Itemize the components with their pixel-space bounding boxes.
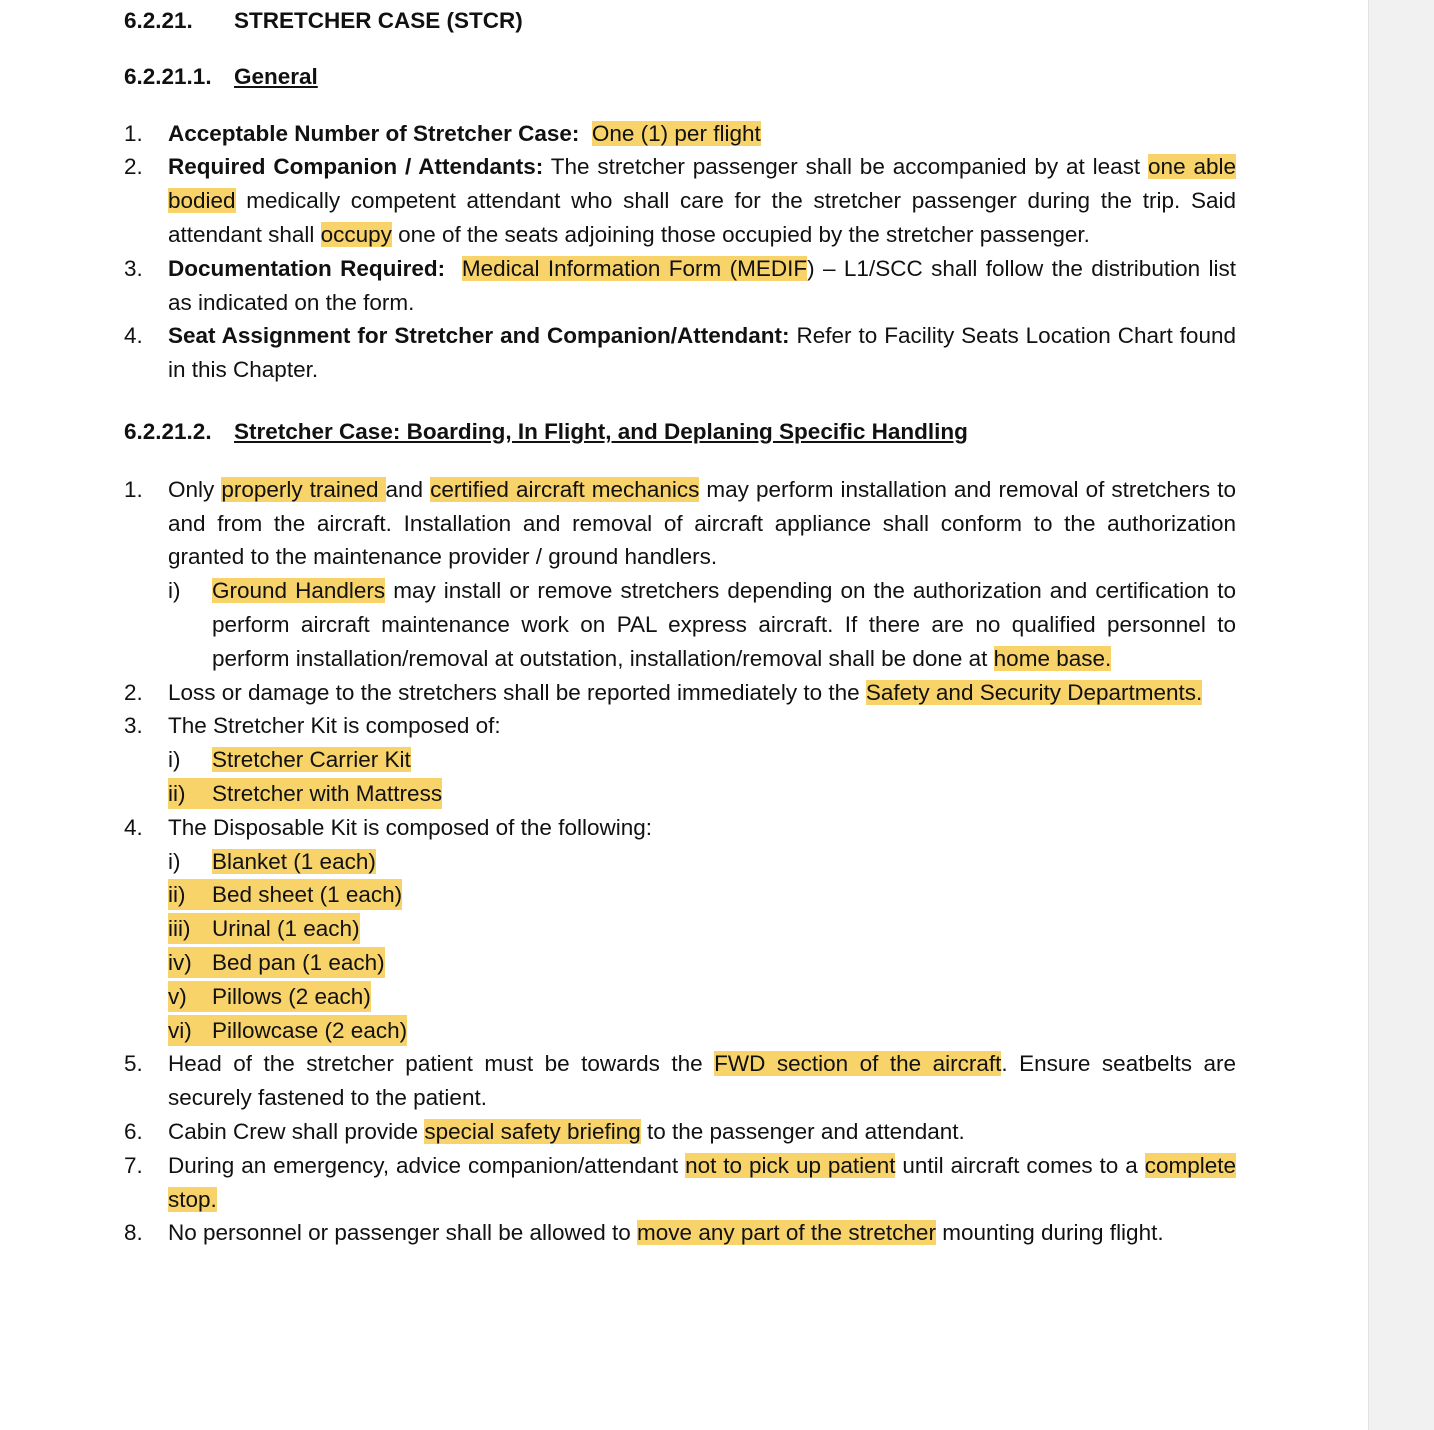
- list-item: 4. The Disposable Kit is composed of the following: i) Blanket (1 each) ii) Bed sheet (1 each) iii) Urinal (1 each) iv) Bed pan (1 each) v) Pillows (2 each) vi) Pillowcase (2 each): [124, 811, 1236, 1048]
- stretcher-kit-list: [168, 743, 1236, 811]
- sub-list-item: i) Stretcher Carrier Kit: [168, 747, 411, 773]
- highlight: ii) Bed sheet (1 each): [168, 879, 402, 910]
- list-item: 7. During an emergency, advice companion/attendant not to pick up patient until aircraft comes to a complete stop.: [124, 1152, 1236, 1212]
- highlight: special safety briefing: [424, 1118, 641, 1144]
- handling-list: [124, 473, 1236, 1250]
- list-item: 8. No personnel or passenger shall be allowed to move any part of the stretcher mounting during flight.: [124, 1220, 1164, 1246]
- highlight: Stretcher Carrier Kit: [212, 747, 411, 773]
- list-item: 3. Documentation Required: Medical Information Form (MEDIF) – L1/SCC shall follow the distribution list as indicated on the form.: [124, 255, 1236, 315]
- list-item: 2. Required Companion / Attendants: The stretcher passenger shall be accompanied by at least one able bodied medically competent attendant who shall care for the stretcher passenger during the trip. Said attendant shall occupy one of the seats adjoining those occupied by the stretcher passenger.: [124, 154, 1236, 247]
- sub-list-item: i) Blanket (1 each): [168, 848, 376, 874]
- highlight: complete stop.: [168, 1152, 1236, 1212]
- list-item: 4. Seat Assignment for Stretcher and Companion/Attendant: Refer to Facility Seats Location Chart found in this Chapter.: [124, 323, 1236, 383]
- section-title: STRETCHER CASE (STCR): [234, 8, 523, 33]
- sub-list-item: [168, 946, 1236, 980]
- sub-list-item: [168, 980, 1236, 1014]
- list-item: 2. Loss or damage to the stretchers shall be reported immediately to the Safety and Security Departments.: [124, 679, 1203, 705]
- sub-list-item: [168, 912, 1236, 946]
- highlight: one able bodied: [168, 154, 1236, 214]
- sub-list-item: [168, 777, 1236, 811]
- highlight: vi) Pillowcase (2 each): [168, 1015, 407, 1046]
- highlight: v) Pillows (2 each): [168, 981, 371, 1012]
- highlight: home base.: [993, 645, 1112, 671]
- highlight: Safety and Security Departments.: [865, 679, 1203, 705]
- list-item: 1. Only properly trained and certified aircraft mechanics may perform installation and removal of stretchers to and from the aircraft. Installation and removal of aircraft appliance shall conform to the authorization granted to the maintenance provider / ground handlers. i) Ground Handlers may install or remove stretchers depending on the authorization and certification to perform aircraft maintenance work on PAL express aircraft. If there are no qualified personnel to perform installation/removal at outstation, installation/removal shall be done at home base.: [124, 473, 1236, 676]
- subsection-heading-handling: [124, 415, 1030, 449]
- highlight: iii) Urinal (1 each): [168, 913, 360, 944]
- list-item: 6. Cabin Crew shall provide special safety briefing to the passenger and attendant.: [124, 1118, 965, 1144]
- subsection-number: 6.2.21.2.: [124, 418, 212, 444]
- sub-list-item: i) Ground Handlers may install or remove stretchers depending on the authorization and certification to perform aircraft maintenance work on PAL express aircraft. If there are no qualified personnel to perform installation/removal at outstation, installation/removal shall be done at home base.: [168, 578, 1236, 671]
- highlight: Blanket (1 each): [212, 848, 376, 874]
- highlight: One (1) per flight: [591, 120, 761, 146]
- list-item: 5. Head of the stretcher patient must be towards the FWD section of the aircraft. Ensure seatbelts are securely fastened to the patient.: [124, 1051, 1236, 1111]
- section-number: 6.2.21.: [124, 8, 193, 33]
- highlight: properly trained: [221, 476, 386, 502]
- subsection-title: Stretcher Case: Boarding, In Flight, and Deplaning Specific Handling: [234, 418, 968, 444]
- subsection-title: General: [234, 63, 318, 89]
- sub-list: [168, 574, 1236, 675]
- highlight: FWD section of the aircraft: [714, 1051, 1002, 1077]
- disposable-kit-list: [168, 845, 1236, 1048]
- subsection-heading-general: [124, 60, 1236, 94]
- subsection-number: 6.2.21.1.: [124, 63, 212, 89]
- sub-list-item: [168, 1014, 1236, 1048]
- highlight: not to pick up patient: [685, 1152, 896, 1178]
- highlight: move any part of the stretcher: [637, 1220, 936, 1246]
- highlight: iv) Bed pan (1 each): [168, 947, 385, 978]
- list-item: 3. The Stretcher Kit is composed of: i) Stretcher Carrier Kit ii) Stretcher with Mattress: [124, 709, 1236, 810]
- sub-list-item: [168, 878, 1236, 912]
- highlight: ii) Stretcher with Mattress: [168, 778, 442, 809]
- highlight: Ground Handlers: [212, 578, 386, 604]
- list-item: 1. Acceptable Number of Stretcher Case: One (1) per flight: [124, 120, 761, 146]
- general-list: [124, 117, 1236, 387]
- highlight: Medical Information Form (MEDIF: [461, 255, 808, 281]
- highlight: certified aircraft mechanics: [430, 476, 700, 502]
- section-heading: [124, 4, 1236, 38]
- document-content: [124, 4, 1236, 1250]
- highlight: occupy: [320, 221, 392, 247]
